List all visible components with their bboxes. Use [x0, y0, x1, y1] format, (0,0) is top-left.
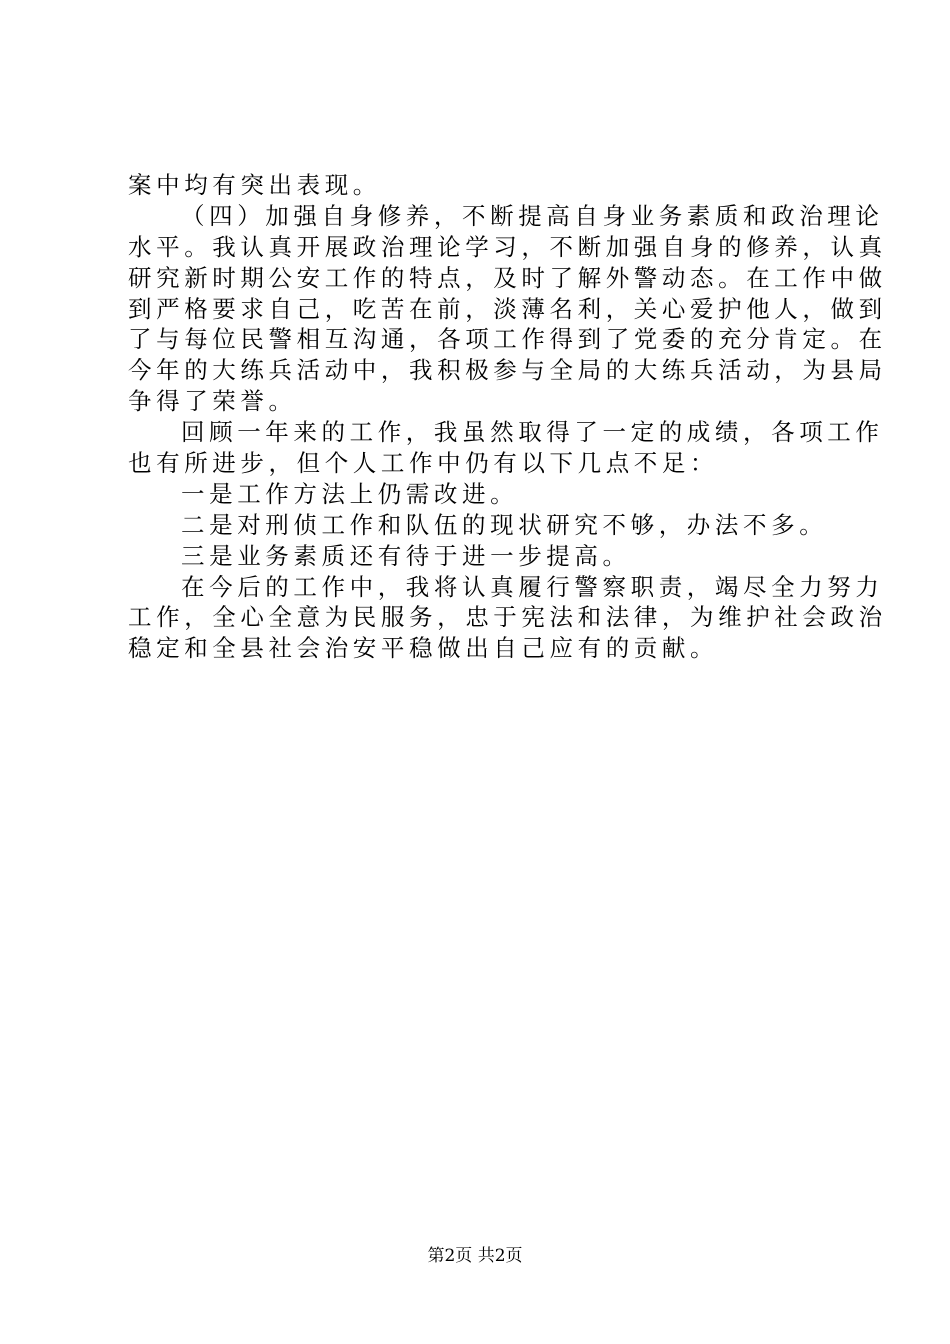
text-line: 到严格要求自己，吃苦在前，淡薄名利，关心爱护他人，做到 — [128, 294, 887, 323]
document-body — [128, 170, 887, 664]
list-item: 一是工作方法上仍需改进。 — [181, 479, 519, 508]
text-line: 今年的大练兵活动中，我积极参与全局的大练兵活动，为县局 — [128, 356, 887, 385]
list-item: 三是业务素质还有待于进一步提高。 — [181, 541, 631, 570]
text-line: 案中均有突出表现。 — [128, 171, 381, 199]
text-line: 也有所进步，但个人工作中仍有以下几点不足： — [128, 449, 719, 478]
paragraph-first-line: （四）加强自身修养，不断提高自身业务素质和政治理论 — [181, 201, 884, 230]
text-line: 工作，全心全意为民服务，忠于宪法和法律，为维护社会政治 — [128, 603, 887, 632]
text-line: 水平。我认真开展政治理论学习，不断加强自身的修养，认真 — [128, 232, 887, 261]
list-item: 二是对刑侦工作和队伍的现状研究不够，办法不多。 — [181, 510, 828, 539]
text-line: 了与每位民警相互沟通，各项工作得到了党委的充分肯定。在 — [128, 325, 887, 354]
page-number-footer: 第2页 共2页 — [427, 1246, 523, 1266]
text-line: 稳定和全县社会治安平稳做出自己应有的贡献。 — [128, 634, 719, 663]
text-line: 争得了荣誉。 — [128, 387, 297, 416]
text-line: 研究新时期公安工作的特点，及时了解外警动态。在工作中做 — [128, 263, 887, 292]
paragraph-first-line: 在今后的工作中，我将认真履行警察职责，竭尽全力努力 — [181, 572, 884, 601]
paragraph-first-line: 回顾一年来的工作，我虽然取得了一定的成绩，各项工作 — [181, 418, 884, 447]
